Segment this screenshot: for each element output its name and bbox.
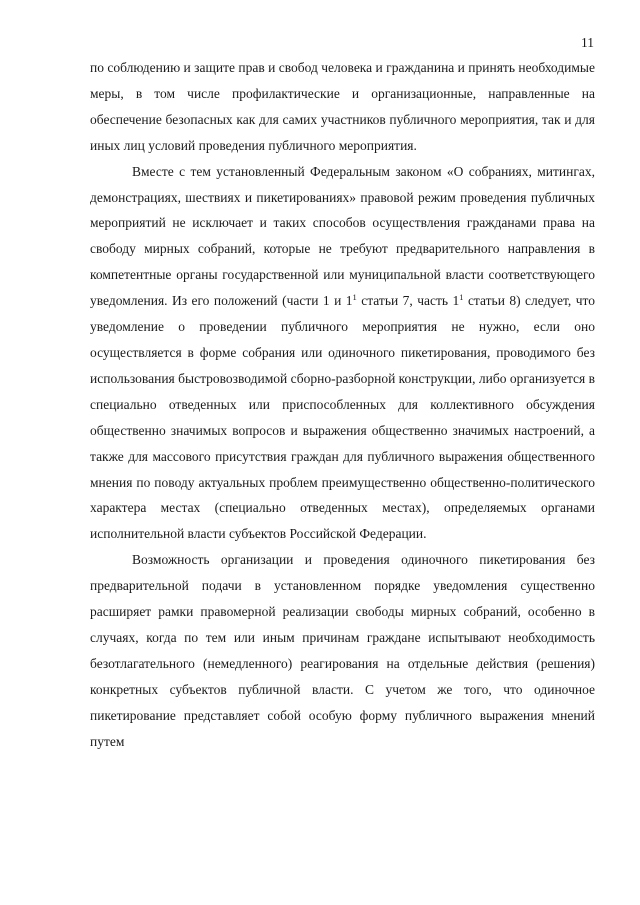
superscript: 1 xyxy=(459,292,464,303)
superscript: 1 xyxy=(352,292,357,303)
paragraph-text: Вместе с тем установленный Федеральным законом «О собраниях, митингах, демонстрациях, шествиях и пикетированиях» правовой режим проведения публичных мероприятий не исключает и таких способов осуществления гражданами права на свободу мирных собраний, которые не требуют предварительного направления в компетентные органы государственной или муниципальной власти соответствующего уведомления. Из его положений (части 1 и 1 xyxy=(90,163,595,309)
paragraph-text: статьи 7, часть 1 xyxy=(356,293,460,309)
paragraph-continuation xyxy=(90,55,595,159)
body-text xyxy=(90,55,595,754)
paragraph-single-picketing xyxy=(90,547,595,754)
paragraph-text: статьи 8) следует, что уведомление о проведении публичного мероприятия не нужно, если оно осуществляется в форме собрания или одиночного пикетирования, проводимого без использования быстровозводимой сборно-разборной конструкции, либо организуется в специально отведенных или приспособленных для коллективного обсуждения общественно значимых вопросов и выражения общественно значимых настроений, а также для массового присутствия граждан для публичного выражения общественного мнения по поводу актуальных проблем преимущественно общественно-политического характера местах (специально отведенных местах), определяемых органами исполнительной власти субъектов Российской Федерации. xyxy=(90,293,595,542)
paragraph-legal-regime xyxy=(90,159,595,548)
paragraph-text: Возможность организации и проведения одиночного пикетирования без предварительной подачи в установленном порядке уведомления существенно расширяет рамки правомерной реализации свободы мирных собраний, особенно в случаях, когда по тем или иным причинам граждане испытывают необходимость безотлагательного (немедленного) реагирования на отдельные действия (решения) конкретных субъектов публичной власти. С учетом же того, что одиночное пикетирование представляет собой особую форму публичного выражения мнений путем xyxy=(90,552,595,749)
page-number: 11 xyxy=(581,35,594,50)
paragraph-text: по соблюдению и защите прав и свобод человека и гражданина и принять необходимые меры, в том числе профилактические и организационные, направленные на обеспечение безопасных как для самих участников публичного мероприятия, так и для иных лиц условий проведения публичного мероприятия. xyxy=(90,60,595,153)
